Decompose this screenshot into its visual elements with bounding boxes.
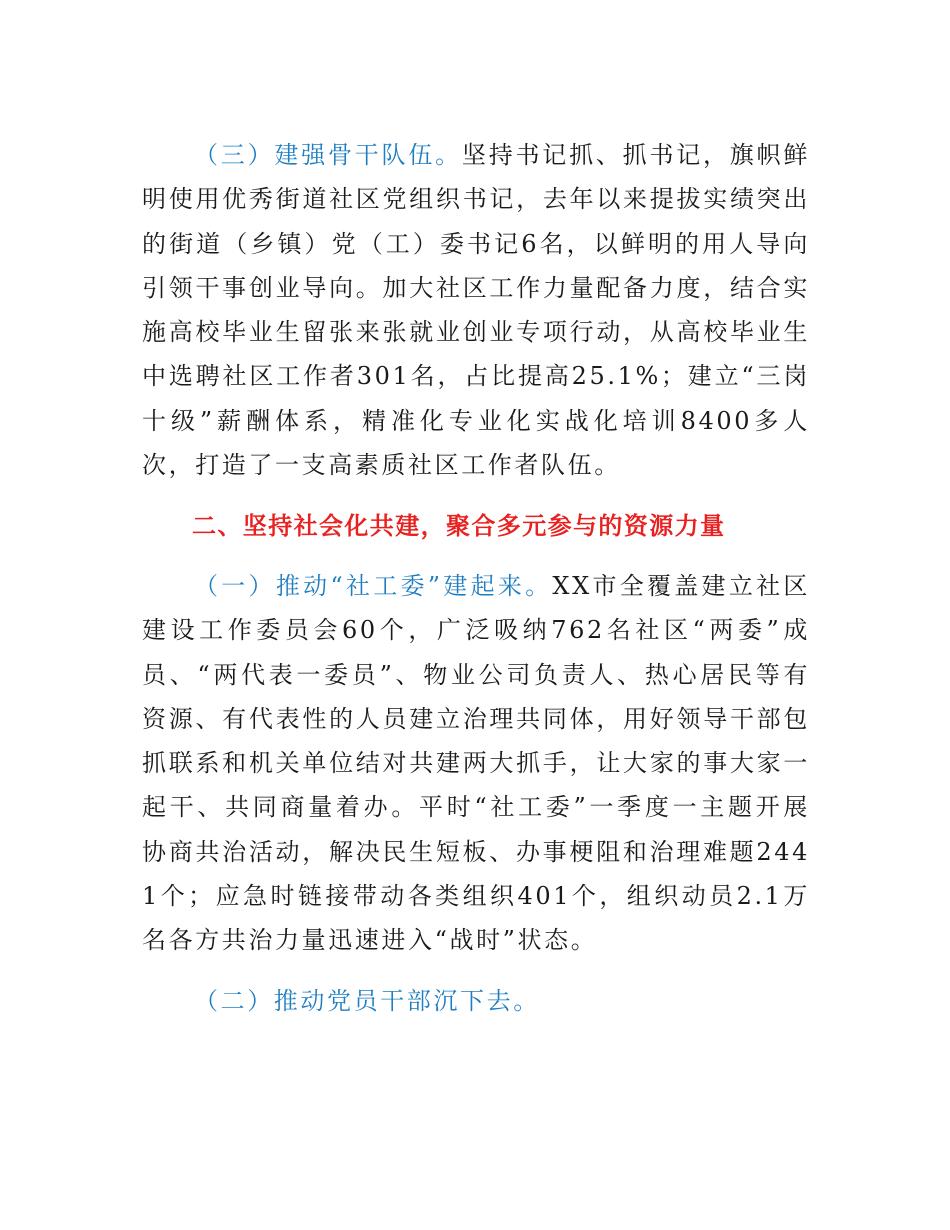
subheading-build-backbone-team: （三）建强骨干队伍。 — [194, 141, 462, 169]
section-heading-socialized-co-construction: 二、坚持社会化共建，聚合多元参与的资源力量 — [192, 512, 726, 540]
paragraph-party-cadres-sink-down — [142, 979, 810, 1023]
paragraph-body: XX市全覆盖建立社区建设工作委员会60个，广泛吸纳762名社区“两委”成员、“两代表一委员”、物业公司负责人、热心居民等有资源、有代表性的人员建立治理共同体，用好领导干部包抓联系和机关单位结对共建两大抓手，让大家的事大家一起干、共同商量着办。平时“社工委”一季度一主题开展协商共治活动，解决民生短板、办事梗阻和治理难题2441个；应急时链接带动各类组织401个，组织动员2.1万名各方共治力量迅速进入“战时”状态。 — [142, 572, 810, 955]
paragraph-body: 坚持书记抓、抓书记，旗帜鲜明使用优秀街道社区党组织书记，去年以来提拔实绩突出的街道（乡镇）党（工）委书记6名，以鲜明的用人导向引领干事创业导向。加大社区工作力量配备力度，结合实施高校毕业生留张来张就业创业专项行动，从高校毕业生中选聘社区工作者301名，占比提高25.1%；建立“三岗十级”薪酬体系，精准化专业化实战化培训8400多人次，打造了一支高素质社区工作者队伍。 — [142, 141, 810, 480]
subheading-party-cadres-sink-down: （二）推动党员干部沉下去。 — [194, 987, 540, 1015]
paragraph-social-work-committee — [142, 564, 810, 963]
subheading-social-work-committee: （一）推动“社工委”建起来。 — [194, 572, 553, 600]
paragraph-build-backbone-team — [142, 133, 810, 487]
